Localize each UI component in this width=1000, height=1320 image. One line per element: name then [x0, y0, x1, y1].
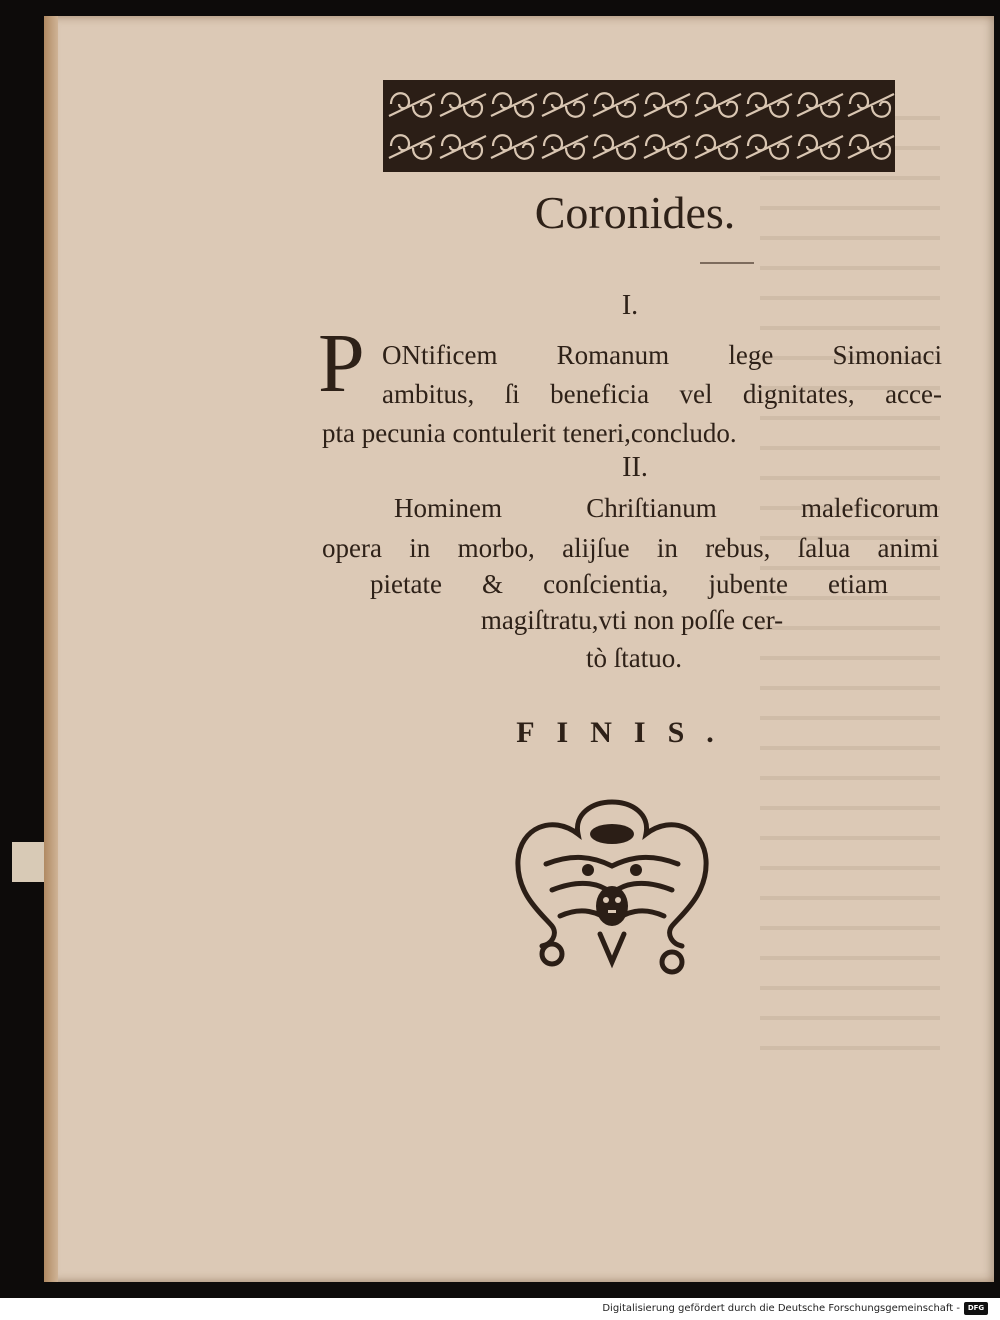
title-flourish — [700, 262, 754, 264]
thesis-1-line-1: ONtificem Romanum lege Simoniaci — [382, 340, 942, 370]
thesis-1-line-2: ambitus, ſi beneficia vel dignitates, acce- — [382, 379, 942, 409]
page-title: Coronides. — [534, 187, 736, 238]
drop-cap: P — [318, 317, 365, 410]
section-number-1: I. — [621, 290, 639, 321]
thesis-2-line-1: Hominem Chriſtianum maleficorum — [394, 493, 939, 523]
page-gutter-edge — [44, 16, 58, 1282]
thesis-2-line-4: magiſtratu,vti non poſſe cer- — [480, 605, 784, 635]
thesis-2-line-2: opera in morbo, alijſue in rebus, ſalua animi — [322, 533, 939, 563]
thesis-2-line-5: tò ſtatuo. — [586, 643, 682, 673]
ornamental-border-icon — [383, 80, 895, 172]
footer-credit: Digitalisierung gefördert durch die Deutsche Forschungsgemeinschaft - — [602, 1303, 960, 1314]
finis-closing: FINIS. — [516, 716, 736, 749]
thesis-1-line-3: pta pecunia contulerit teneri,concludo. — [322, 418, 737, 448]
thesis-2-line-3: pietate & conſcientia, jubente etiam — [370, 569, 888, 599]
dfg-logo: DFG — [964, 1302, 988, 1315]
mascaron-tailpiece-icon — [512, 794, 712, 980]
section-number-2: II. — [622, 452, 648, 483]
